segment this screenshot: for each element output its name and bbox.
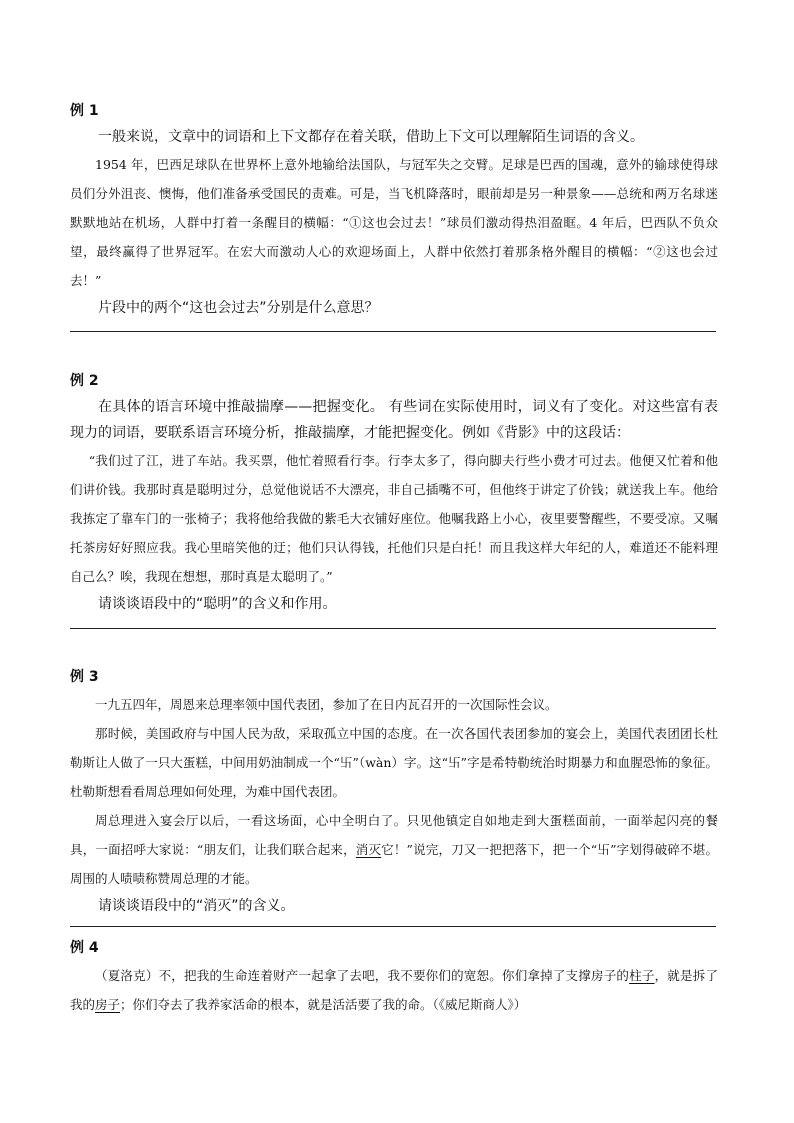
passage-paragraph — [70, 806, 718, 893]
underlined-word: 柱子 — [629, 968, 655, 983]
passage-paragraph: “我们过了江，进了车站。我买票，他忙着照看行李。行李太多了，得向脚夫行些小费才可过去。他便又忙着和他们讲价钱。我那时真是聪明过分，总觉他说话不大漂亮，非自己插嘴不可，但他终于讲定了价钱；就送我上车。他给我拣定了靠车门的一张椅子；我将他给我做的紫毛大衣铺好座位。他嘱我路上小心，夜里要警醒些，不要受凉。又嘱托茶房好好照应我。我心里暗笑他的迂；他们只认得钱，托他们只是白托！而且我这样大年纪的人，难道还不能料理自己么？唉，我现在想想，那时真是太聪明了。” — [70, 453, 718, 584]
passage-paragraph — [70, 961, 718, 1019]
text-segment: （夏洛克）不，把我的生命连着财产一起拿了去吧，我不要你们的宽恕。你们拿掉了支撑房子的 — [95, 968, 630, 983]
underlined-word: 房子 — [95, 997, 121, 1012]
question-paragraph: 请谈谈语段中的“聪明”的含义和作用。 — [98, 596, 337, 612]
example-4 — [70, 938, 718, 1019]
divider — [70, 628, 716, 629]
passage-paragraph: 一九五四年，周恩来总理率领中国代表团，参加了在日内瓦召开的一次国际性会议。 — [95, 697, 558, 712]
example-label: 例 4 — [70, 940, 99, 956]
example-label: 例 3 — [70, 669, 99, 685]
text-segment: ，就是拆了我的 — [70, 968, 718, 1012]
example-2 — [70, 371, 718, 617]
divider — [70, 926, 716, 927]
question-paragraph: 请谈谈语段中的“消灭”的含义。 — [98, 898, 295, 914]
passage-paragraph: 1954 年，巴西足球队在世界杯上意外地输给法国队，与冠军失之交臂。足球是巴西的国魂，意外的输球使得球员们分外沮丧、懊悔，他们准备承受国民的责难。可是，当飞机降落时，眼前却是另一种景象——总统和两万名球迷默默地站在机场，人群中打着一条醒目的横幅：“①这也会过去！”球员们激动得热泪盈眶。4 年后，巴西队不负众望，最终赢得了世界冠军。在宏大而激动人心的欢迎场面上，人群中依然打着那条格外醒目的横幅：“②这也会过去！” — [70, 157, 718, 288]
passage-paragraph: 那时候，美国政府与中国人民为敌，采取孤立中国的态度。在一次各国代表团参加的宴会上，美国代表团团长杜勒斯让人做了一只大蛋糕，中间用奶油制成一个“卐”（wàn）字。这“卐”字是希特勒统治时期暴力和血腥恐怖的象征。杜勒斯想看看周总理如何处理，为难中国代表团。 — [70, 726, 718, 799]
question-paragraph: 片段中的两个“这也会过去”分别是什么意思？ — [98, 300, 379, 316]
text-segment: 它！”说完，刀又一把把落下，把一个“卐”字划得破碎不堪。周围的人啧啧称赞周总理的才能。 — [70, 842, 718, 886]
example-label: 例 2 — [70, 373, 99, 389]
example-label: 例 1 — [70, 103, 99, 119]
example-3 — [70, 667, 718, 919]
intro-paragraph: 在具体的语言环境中推敲揣摩——把握变化。 有些词在实际使用时，词义有了变化。对这些富有表现力的词语，要联系语言环境分析，推敲揣摩，才能把握变化。例如《背影》中的这段话： — [70, 399, 718, 441]
text-segment: ；你们夺去了我养家活命的根本，就是活活要了我的命。（《威尼斯商人》） — [120, 997, 527, 1012]
intro-paragraph: 一般来说，文章中的词语和上下文都存在着关联，借助上下文可以理解陌生词语的含义。 — [98, 129, 644, 145]
divider — [70, 331, 716, 332]
underlined-word: 消灭 — [355, 842, 382, 857]
text-segment: 周总理进入宴会厅以后，一看这场面，心中全明白了。只见他镇定自如地走到大蛋糕面前，一面举起闪亮的餐具，一面招呼大家说：“朋友们，让我们联合起来， — [70, 813, 718, 857]
example-1 — [70, 101, 718, 321]
